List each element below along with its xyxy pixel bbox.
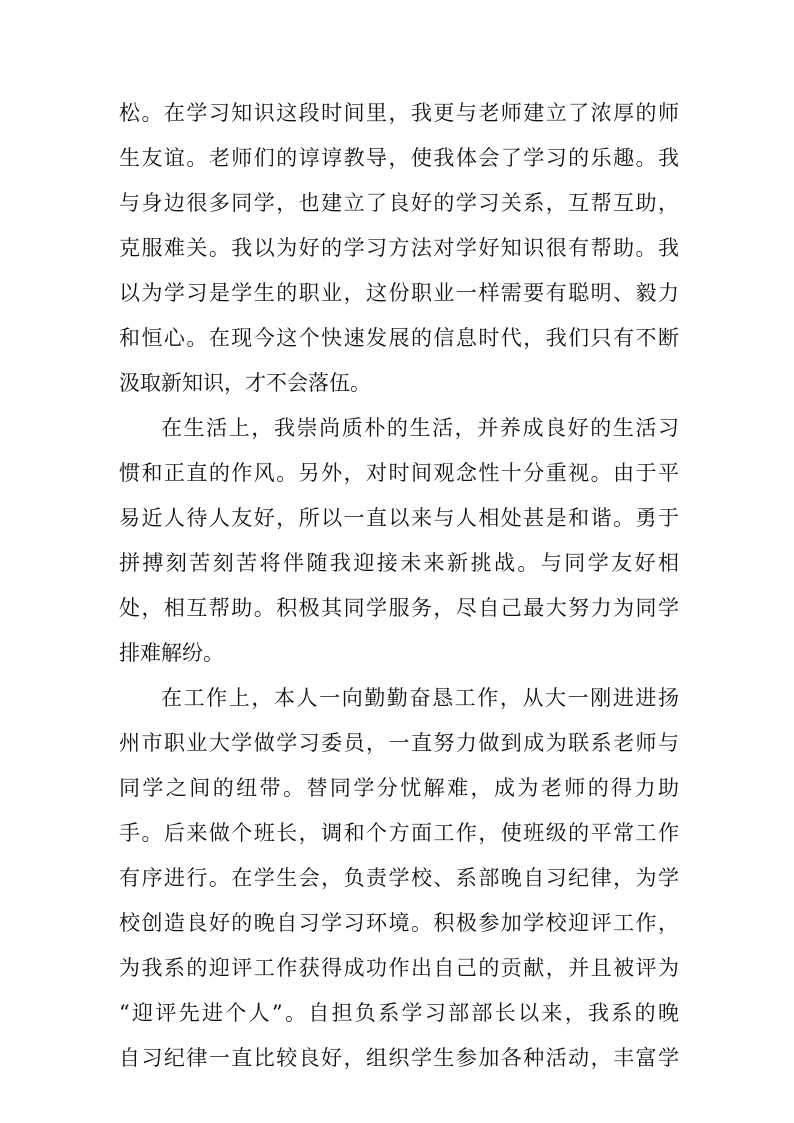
text-line: 为我系的迎评工作获得成功作出自己的贡献，并且被评为 [119, 956, 679, 980]
text-line: 校创造良好的晚自习学习环境。积极参加学校迎评工作， [119, 911, 679, 935]
text-line: 在工作上，本人一向勤勤奋恳工作，从大一刚进进扬 [161, 686, 679, 710]
text-line: 拼搏刻苦刻苦将伴随我迎接未来新挑战。与同学友好相 [119, 551, 679, 575]
body-text [119, 91, 679, 1081]
paragraph-work [119, 676, 679, 1081]
text-line: 生友谊。老师们的谆谆教导，使我体会了学习的乐趣。我 [119, 146, 679, 170]
text-line: 汲取新知识，才不会落伍。 [119, 371, 371, 395]
text-line: 排难解纷。 [119, 641, 224, 665]
text-line: 松。在学习知识这段时间里，我更与老师建立了浓厚的师 [119, 101, 679, 125]
text-line: 克服难关。我以为好的学习方法对学好知识很有帮助。我 [119, 236, 679, 260]
paragraph-study [119, 91, 679, 406]
text-line: 自习纪律一直比较良好，组织学生参加各种活动，丰富学 [119, 1046, 679, 1070]
text-line: 有序进行。在学生会，负责学校、系部晚自习纪律，为学 [119, 866, 679, 890]
text-line: 在生活上，我崇尚质朴的生活，并养成良好的生活习 [161, 416, 679, 440]
text-line: 与身边很多同学，也建立了良好的学习关系，互帮互助， [119, 191, 679, 215]
text-line: 易近人待人友好，所以一直以来与人相处甚是和谐。勇于 [119, 506, 679, 530]
text-line: 处，相互帮助。积极其同学服务，尽自己最大努力为同学 [119, 596, 679, 620]
text-line: 惯和正直的作风。另外，对时间观念性十分重视。由于平 [119, 461, 679, 485]
text-line: 州市职业大学做学习委员，一直努力做到成为联系老师与 [119, 731, 679, 755]
text-line: 同学之间的纽带。替同学分忧解难，成为老师的得力助 [119, 776, 679, 800]
text-line: 以为学习是学生的职业，这份职业一样需要有聪明、毅力 [119, 281, 679, 305]
paragraph-life [119, 406, 679, 676]
text-line: “迎评先进个人”。自担负系学习部部长以来，我系的晚 [119, 1001, 679, 1025]
text-line: 手。后来做个班长，调和个方面工作，使班级的平常工作 [119, 821, 679, 845]
text-line: 和恒心。在现今这个快速发展的信息时代，我们只有不断 [119, 326, 679, 350]
